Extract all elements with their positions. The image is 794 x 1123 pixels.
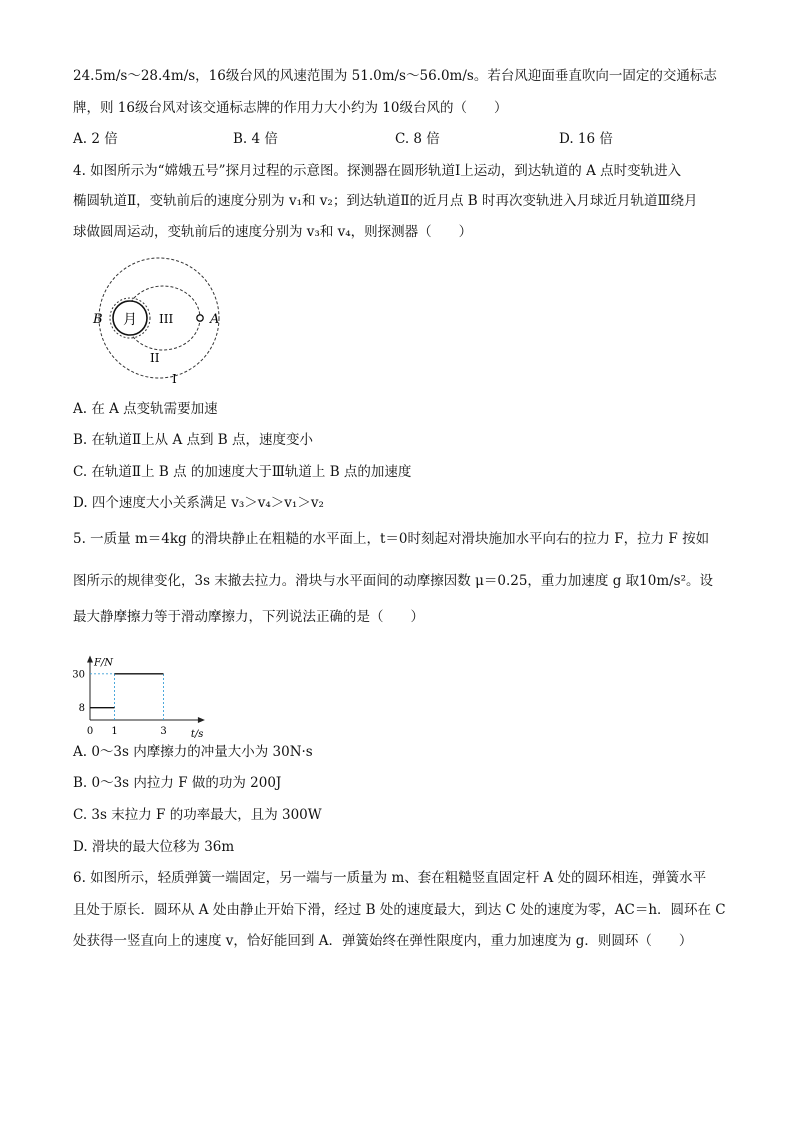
label-a: A	[210, 312, 220, 327]
label-orbit-1: I	[172, 372, 177, 386]
q4-option-b: B. 在轨道Ⅱ上从 A 点到 B 点，速度变小	[73, 432, 314, 448]
x-axis-arrow	[198, 717, 205, 723]
q5-option-b: B. 0～3s 内拉力 F 做的功为 200J	[73, 775, 282, 791]
q3-options	[73, 130, 723, 148]
x-tick-3: 3	[160, 726, 167, 737]
x-axis-label: t/s	[190, 729, 204, 740]
point-a-marker	[197, 315, 203, 321]
x-tick-1: 1	[111, 726, 118, 737]
label-b: B	[93, 312, 103, 327]
q3-option-b: B. 4 倍	[233, 131, 278, 147]
q5-option-c: C. 3s 末拉力 F 的功率最大，且为 300W	[73, 807, 322, 823]
moon-label: 月	[123, 312, 137, 328]
q3-text-line-1: 24.5m/s～28.4m/s，16级台风的风速范围为 51.0m/s～56.0m/s。若台风迎面垂直吹向一固定的交通标志	[73, 68, 717, 84]
q4-text-line-2: 椭圆轨道Ⅱ，变轨前后的速度分别为 v₁和 v₂；到达轨道Ⅱ的近月点 B 时再次变轨进入月球近月轨道Ⅲ绕月	[73, 193, 698, 209]
y-tick-30: 30	[72, 669, 85, 681]
y-tick-8: 8	[78, 703, 85, 715]
label-orbit-2: II	[150, 351, 160, 365]
q4-option-c: C. 在轨道Ⅱ上 B 点 的加速度大于Ⅲ轨道上 B 点的加速度	[73, 464, 412, 480]
q3-option-c: C. 8 倍	[395, 131, 440, 147]
q5-option-d: D. 滑块的最大位移为 36m	[73, 839, 235, 855]
q5-text-line-1: 5. 一质量 m＝4kg 的滑块静止在粗糙的水平面上，t＝0时刻起对滑块施加水平向右的拉力 F，拉力 F 按如	[73, 531, 710, 547]
force-time-chart	[70, 632, 240, 742]
q5-option-a: A. 0～3s 内摩擦力的冲量大小为 30N·s	[73, 744, 313, 760]
y-axis-arrow	[87, 655, 93, 662]
q6-text-line-2: 且处于原长．圆环从 A 处由静止开始下滑，经过 B 处的速度最大，到达 C 处的速度为零，AC＝h．圆环在 C	[73, 902, 726, 918]
q5-text-line-3: 最大静摩擦力等于滑动摩擦力，下列说法正确的是（ ）	[73, 609, 424, 625]
q4-text-line-3: 球做圆周运动，变轨前后的速度分别为 v₃和 v₄，则探测器（ ）	[73, 224, 473, 240]
q3-option-d: D. 16 倍	[559, 131, 613, 147]
q6-text-line-3: 处获得一竖直向上的速度 v，恰好能回到 A．弹簧始终在弹性限度内，重力加速度为 g．则圆环（ ）	[73, 933, 693, 949]
q4-text-line-1: 4. 如图所示为“嫦娥五号”探月过程的示意图。探测器在圆形轨道Ⅰ上运动，到达轨道的 A 点时变轨进入	[73, 163, 682, 179]
orbit-diagram	[85, 250, 245, 390]
q4-option-a: A. 在 A 点变轨需要加速	[73, 401, 218, 417]
x-tick-0: 0	[86, 726, 94, 737]
label-orbit-3: III	[159, 312, 174, 326]
q4-option-d: D. 四个速度大小关系满足 v₃＞v₄＞v₁＞v₂	[73, 495, 324, 511]
q6-text-line-1: 6. 如图所示，轻质弹簧一端固定，另一端与一质量为 m、套在粗糙竖直固定杆 A 处的圆环相连，弹簧水平	[73, 870, 707, 886]
q3-text-line-2: 牌，则 16级台风对该交通标志牌的作用力大小约为 10级台风的（ ）	[73, 100, 508, 116]
q5-text-line-2: 图所示的规律变化，3s 末撤去拉力。滑块与水平面间的动摩擦因数 μ＝0.25，重力加速度 g 取10m/s²。设	[73, 573, 714, 589]
q3-option-a: A. 2 倍	[73, 131, 118, 147]
y-axis-label: F/N	[94, 657, 114, 669]
